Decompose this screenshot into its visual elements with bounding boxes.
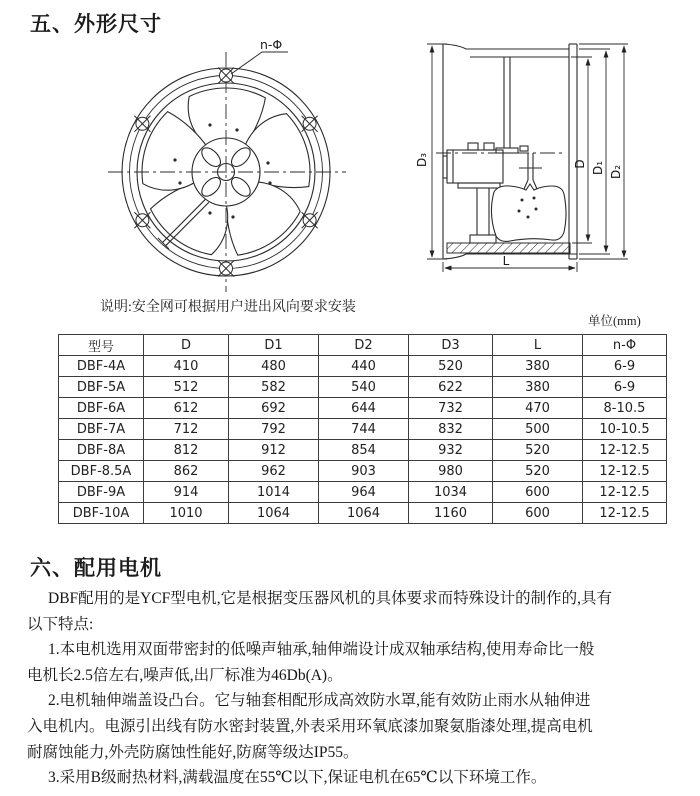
cell: DBF-8.5A bbox=[59, 461, 144, 482]
cell: 712 bbox=[144, 419, 229, 440]
header-cell: D2 bbox=[319, 335, 409, 356]
header-cell: 型号 bbox=[59, 335, 144, 356]
cell: 962 bbox=[229, 461, 319, 482]
side-view-drawing bbox=[415, 44, 628, 272]
table-row bbox=[59, 503, 667, 524]
table-row bbox=[59, 419, 667, 440]
table-row bbox=[59, 482, 667, 503]
cell: 612 bbox=[144, 398, 229, 419]
cell: 12-12.5 bbox=[583, 482, 667, 503]
cell: 600 bbox=[493, 503, 583, 524]
cell: 912 bbox=[229, 440, 319, 461]
cell: 500 bbox=[493, 419, 583, 440]
cell: 832 bbox=[409, 419, 493, 440]
cell: 512 bbox=[144, 377, 229, 398]
n-phi-callout bbox=[231, 37, 288, 74]
cell: 932 bbox=[409, 440, 493, 461]
cell: 792 bbox=[229, 419, 319, 440]
cell: 732 bbox=[409, 398, 493, 419]
cell: DBF-5A bbox=[59, 377, 144, 398]
cell: 744 bbox=[319, 419, 409, 440]
cell: 540 bbox=[319, 377, 409, 398]
motor-text-line: 耐腐蚀能力,外壳防腐蚀性能好,防腐等级达IP55。 bbox=[27, 743, 359, 761]
cell: 812 bbox=[144, 440, 229, 461]
cell: 12-12.5 bbox=[583, 503, 667, 524]
cell: 440 bbox=[319, 356, 409, 377]
cell: 914 bbox=[144, 482, 229, 503]
dim-label-l: L bbox=[502, 254, 510, 268]
cell: 1014 bbox=[229, 482, 319, 503]
cell: 980 bbox=[409, 461, 493, 482]
dim-label-d1: D₁ bbox=[591, 160, 605, 176]
cell: 12-12.5 bbox=[583, 461, 667, 482]
cell: 10-10.5 bbox=[583, 419, 667, 440]
motor-text-line: 1.本电机选用双面带密封的低噪声轴承,轴伸端设计成双轴承结构,使用寿命比一般 bbox=[48, 641, 595, 659]
cell: 480 bbox=[229, 356, 319, 377]
motor-text-line: 2.电机轴伸端盖设凸台。它与轴套相配形成高效防水罩,能有效防止雨水从轴伸进 bbox=[48, 692, 591, 710]
header-cell: D1 bbox=[229, 335, 319, 356]
cell: DBF-10A bbox=[59, 503, 144, 524]
dim-label-d2: D₂ bbox=[609, 164, 623, 180]
cell: 6-9 bbox=[583, 356, 667, 377]
cell: 644 bbox=[319, 398, 409, 419]
cell: 692 bbox=[229, 398, 319, 419]
dimension-table bbox=[58, 334, 667, 524]
cell: 964 bbox=[319, 482, 409, 503]
unit-label: 单位(mm) bbox=[588, 314, 641, 328]
header-cell: n-Φ bbox=[583, 335, 667, 356]
cell: 1064 bbox=[319, 503, 409, 524]
section5-title: 五、外形尺寸 bbox=[30, 12, 162, 36]
cell: 470 bbox=[493, 398, 583, 419]
installation-note: 说明:安全网可根据用户进出风向要求安装 bbox=[100, 300, 356, 315]
cell: 410 bbox=[144, 356, 229, 377]
table-row bbox=[59, 356, 667, 377]
cell: 6-9 bbox=[583, 377, 667, 398]
n-phi-label: n-Φ bbox=[260, 37, 283, 52]
header-cell: D3 bbox=[409, 335, 493, 356]
table-header-row bbox=[59, 335, 667, 356]
cell: 903 bbox=[319, 461, 409, 482]
cell: 862 bbox=[144, 461, 229, 482]
motor-text-line: DBF配用的是YCF型电机,它是根据变压器风机的具体要求而特殊设计的制作的,具有 bbox=[48, 590, 613, 607]
cell: 12-12.5 bbox=[583, 440, 667, 461]
dim-label-d: D bbox=[573, 159, 587, 169]
cell: 8-10.5 bbox=[583, 398, 667, 419]
table-row bbox=[59, 440, 667, 461]
header-cell: L bbox=[493, 335, 583, 356]
cell: 520 bbox=[409, 356, 493, 377]
cell: DBF-7A bbox=[59, 419, 144, 440]
table-row bbox=[59, 377, 667, 398]
motor-section-text bbox=[27, 586, 687, 791]
cell: 854 bbox=[319, 440, 409, 461]
cell: 622 bbox=[409, 377, 493, 398]
front-view-drawing bbox=[108, 37, 346, 292]
cell: 1010 bbox=[144, 503, 229, 524]
table-row bbox=[59, 398, 667, 419]
dim-label-d3: D₃ bbox=[415, 152, 429, 168]
cell: 380 bbox=[493, 377, 583, 398]
cell: 380 bbox=[493, 356, 583, 377]
base-plate bbox=[447, 243, 570, 253]
cell: 1160 bbox=[409, 503, 493, 524]
motor-text-line: 电机长2.5倍左右,噪声低,出厂标准为46Db(A)。 bbox=[27, 666, 343, 684]
cell: 1064 bbox=[229, 503, 319, 524]
motor-text-line: 入电机内。电源引出线有防水密封装置,外表采用环氧底漆加聚氨脂漆处理,提高电机 bbox=[27, 717, 593, 735]
cell: DBF-6A bbox=[59, 398, 144, 419]
motor-text-line: 以下特点: bbox=[27, 615, 94, 633]
table-row bbox=[59, 461, 667, 482]
header-cell: D bbox=[144, 335, 229, 356]
cell: DBF-4A bbox=[59, 356, 144, 377]
cell: DBF-9A bbox=[59, 482, 144, 503]
cell: 520 bbox=[493, 461, 583, 482]
cell: DBF-8A bbox=[59, 440, 144, 461]
cell: 600 bbox=[493, 482, 583, 503]
section6-title: 六、配用电机 bbox=[30, 556, 162, 580]
cell: 582 bbox=[229, 377, 319, 398]
cell: 1034 bbox=[409, 482, 493, 503]
technical-drawings bbox=[0, 0, 700, 312]
motor-text-line: 3.采用B级耐热材料,满载温度在55℃以下,保证电机在65℃以下环境工作。 bbox=[48, 769, 547, 787]
cell: 520 bbox=[493, 440, 583, 461]
